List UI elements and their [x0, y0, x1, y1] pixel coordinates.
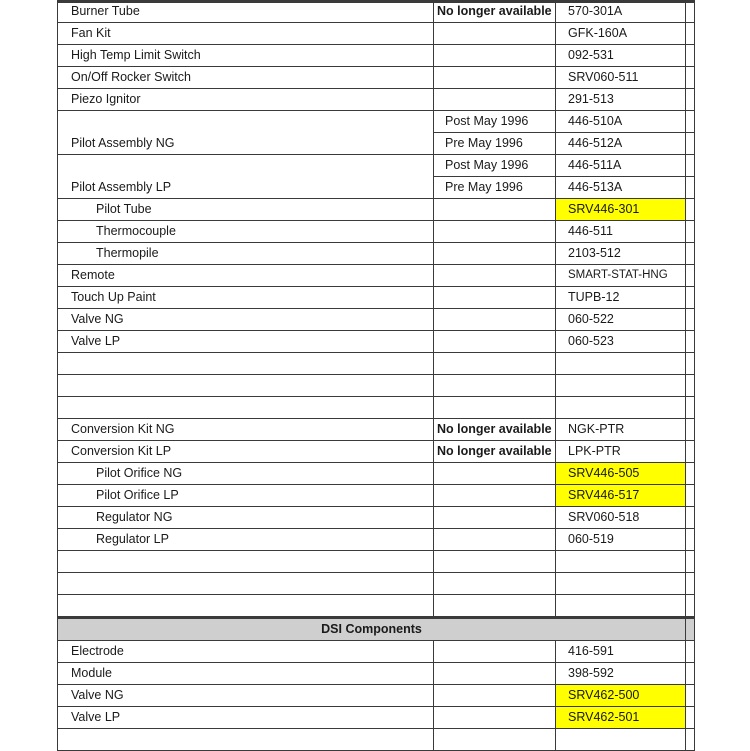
empty-cell — [434, 199, 556, 221]
part-number: 446-511A — [556, 155, 686, 177]
parts-sheet — [57, 0, 694, 751]
empty-cell — [434, 287, 556, 309]
availability-note — [434, 507, 556, 529]
part-name: Valve LP — [58, 707, 434, 729]
edge-cell — [686, 265, 695, 287]
part-name: Pilot Assembly NG — [58, 133, 434, 155]
edge-cell — [686, 133, 695, 155]
part-name: Burner Tube — [58, 1, 434, 23]
part-name: Touch Up Paint — [58, 287, 434, 309]
edge-cell — [686, 618, 695, 641]
table-row — [58, 89, 695, 111]
part-number: 416-591 — [556, 641, 686, 663]
part-number: 398-592 — [556, 663, 686, 685]
part-number: NGK-PTR — [556, 419, 686, 441]
part-name: Regulator NG — [58, 507, 434, 529]
part-name: Pilot Assembly LP — [58, 177, 434, 199]
blank-row — [58, 353, 695, 375]
blank-row — [58, 551, 695, 573]
edge-cell — [686, 419, 695, 441]
empty-cell — [556, 551, 686, 573]
part-number: 060-523 — [556, 331, 686, 353]
part-number: SRV060-518 — [556, 507, 686, 529]
table-row — [58, 1, 695, 23]
part-number: SRV446-517 — [556, 485, 686, 507]
empty-cell — [434, 663, 556, 685]
edge-cell — [686, 177, 695, 199]
empty-cell — [58, 573, 434, 595]
part-number: SRV446-505 — [556, 463, 686, 485]
empty-cell — [556, 397, 686, 419]
edge-cell — [686, 309, 695, 331]
part-number: GFK-160A — [556, 23, 686, 45]
table-row — [58, 199, 695, 221]
part-number: 446-510A — [556, 111, 686, 133]
empty-cell — [556, 353, 686, 375]
empty-cell — [556, 595, 686, 618]
table-row — [58, 221, 695, 243]
blank-row — [58, 729, 695, 751]
part-name: Pilot Tube — [58, 199, 434, 221]
availability-note — [434, 67, 556, 89]
part-name: Valve LP — [58, 331, 434, 353]
part-name: Conversion Kit NG — [58, 419, 434, 441]
empty-cell — [434, 331, 556, 353]
part-name: Remote — [58, 265, 434, 287]
table-row — [58, 663, 695, 685]
part-name: Valve NG — [58, 309, 434, 331]
empty-cell — [58, 353, 434, 375]
availability-note — [434, 23, 556, 45]
parts-table — [57, 0, 695, 751]
section-title: DSI Components — [58, 618, 686, 641]
empty-cell — [434, 641, 556, 663]
edge-cell — [686, 111, 695, 133]
availability-note — [434, 89, 556, 111]
part-number: SRV446-301 — [556, 199, 686, 221]
edge-cell — [686, 67, 695, 89]
parts-table-body — [58, 1, 695, 751]
part-number: SRV462-501 — [556, 707, 686, 729]
edge-cell — [686, 353, 695, 375]
part-number: 446-511 — [556, 221, 686, 243]
edge-cell — [686, 243, 695, 265]
table-row — [58, 485, 695, 507]
table-row — [58, 243, 695, 265]
part-name: Thermocouple — [58, 221, 434, 243]
edge-cell — [686, 685, 695, 707]
part-number: TUPB-12 — [556, 287, 686, 309]
edge-cell — [686, 573, 695, 595]
edge-cell — [686, 441, 695, 463]
table-row — [58, 507, 695, 529]
table-row — [58, 155, 695, 177]
edge-cell — [686, 45, 695, 67]
part-name: Regulator LP — [58, 529, 434, 551]
empty-cell — [434, 595, 556, 618]
blank-row — [58, 375, 695, 397]
table-row — [58, 529, 695, 551]
empty-cell — [434, 551, 556, 573]
empty-cell — [434, 243, 556, 265]
edge-cell — [686, 595, 695, 618]
edge-cell — [686, 551, 695, 573]
edge-cell — [686, 529, 695, 551]
edge-cell — [686, 199, 695, 221]
edge-cell — [686, 641, 695, 663]
table-row — [58, 133, 695, 155]
edge-cell — [686, 397, 695, 419]
part-number: 092-531 — [556, 45, 686, 67]
part-name: Conversion Kit LP — [58, 441, 434, 463]
part-number: 2103-512 — [556, 243, 686, 265]
production-date: Post May 1996 — [434, 155, 556, 177]
table-row — [58, 419, 695, 441]
table-row — [58, 331, 695, 353]
part-name: Module — [58, 663, 434, 685]
empty-cell — [58, 375, 434, 397]
part-name — [58, 155, 434, 177]
edge-cell — [686, 287, 695, 309]
table-row — [58, 685, 695, 707]
production-date: Pre May 1996 — [434, 133, 556, 155]
empty-cell — [58, 595, 434, 618]
part-name: Fan Kit — [58, 23, 434, 45]
empty-cell — [434, 221, 556, 243]
blank-row — [58, 397, 695, 419]
edge-cell — [686, 23, 695, 45]
table-row — [58, 463, 695, 485]
edge-cell — [686, 221, 695, 243]
empty-cell — [556, 729, 686, 751]
edge-cell — [686, 155, 695, 177]
edge-cell — [686, 89, 695, 111]
part-number: SRV060-511 — [556, 67, 686, 89]
availability-note — [434, 485, 556, 507]
table-row — [58, 641, 695, 663]
table-row — [58, 67, 695, 89]
part-name: Piezo Ignitor — [58, 89, 434, 111]
table-row — [58, 309, 695, 331]
empty-cell — [58, 397, 434, 419]
table-row — [58, 45, 695, 67]
availability-note: No longer available — [434, 441, 556, 463]
availability-note: No longer available — [434, 419, 556, 441]
part-number: 446-512A — [556, 133, 686, 155]
part-number: 570-301A — [556, 1, 686, 23]
empty-cell — [556, 375, 686, 397]
edge-cell — [686, 507, 695, 529]
availability-note — [434, 463, 556, 485]
production-date: Post May 1996 — [434, 111, 556, 133]
empty-cell — [434, 685, 556, 707]
table-row — [58, 265, 695, 287]
section-header — [58, 618, 695, 641]
table-row — [58, 23, 695, 45]
part-number: 446-513A — [556, 177, 686, 199]
empty-cell — [434, 375, 556, 397]
part-number: 060-519 — [556, 529, 686, 551]
part-number: 291-513 — [556, 89, 686, 111]
empty-cell — [58, 729, 434, 751]
part-name: High Temp Limit Switch — [58, 45, 434, 67]
table-row — [58, 177, 695, 199]
empty-cell — [434, 707, 556, 729]
part-name: On/Off Rocker Switch — [58, 67, 434, 89]
empty-cell — [434, 397, 556, 419]
part-number: SRV462-500 — [556, 685, 686, 707]
blank-row — [58, 595, 695, 618]
availability-note — [434, 45, 556, 67]
part-name: Electrode — [58, 641, 434, 663]
edge-cell — [686, 463, 695, 485]
part-name: Thermopile — [58, 243, 434, 265]
empty-cell — [434, 309, 556, 331]
empty-cell — [434, 729, 556, 751]
table-row — [58, 707, 695, 729]
availability-note: No longer available — [434, 1, 556, 23]
part-number: LPK-PTR — [556, 441, 686, 463]
part-number: SMART-STAT-HNG — [556, 265, 686, 287]
part-name: Pilot Orifice LP — [58, 485, 434, 507]
empty-cell — [58, 551, 434, 573]
empty-cell — [434, 265, 556, 287]
edge-cell — [686, 485, 695, 507]
table-row — [58, 441, 695, 463]
part-number: 060-522 — [556, 309, 686, 331]
table-row — [58, 111, 695, 133]
availability-note — [434, 529, 556, 551]
edge-cell — [686, 331, 695, 353]
production-date: Pre May 1996 — [434, 177, 556, 199]
empty-cell — [434, 573, 556, 595]
empty-cell — [434, 353, 556, 375]
edge-cell — [686, 1, 695, 23]
edge-cell — [686, 375, 695, 397]
part-name: Pilot Orifice NG — [58, 463, 434, 485]
edge-cell — [686, 707, 695, 729]
edge-cell — [686, 729, 695, 751]
empty-cell — [556, 573, 686, 595]
blank-row — [58, 573, 695, 595]
part-name — [58, 111, 434, 133]
table-row — [58, 287, 695, 309]
part-name: Valve NG — [58, 685, 434, 707]
edge-cell — [686, 663, 695, 685]
